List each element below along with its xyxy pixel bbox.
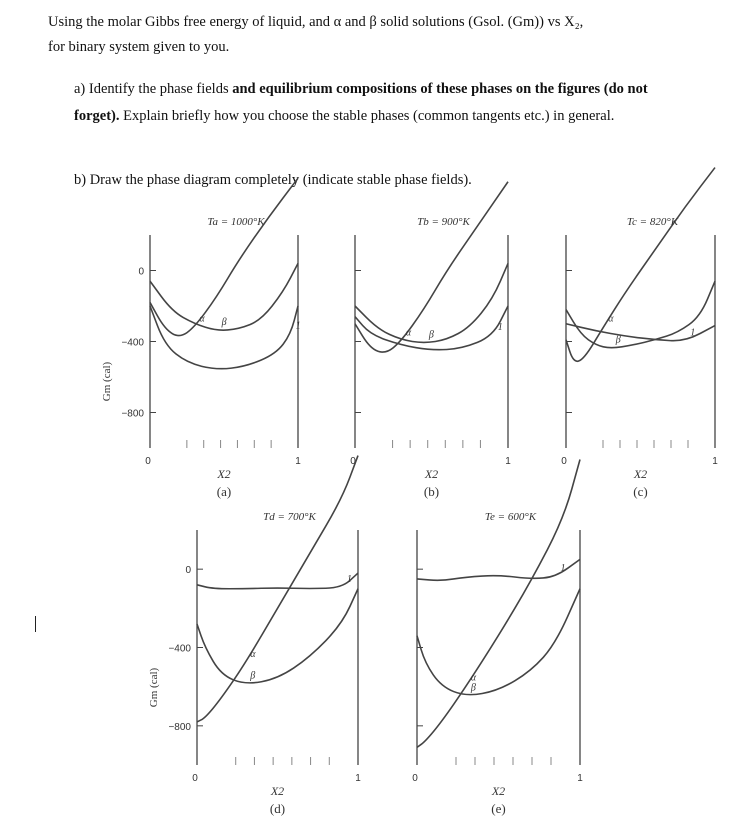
- panel-c-title: Tc = 820°K: [626, 216, 679, 228]
- x-max-label: 1: [712, 456, 718, 467]
- panel-a-curve-label: 1: [295, 320, 301, 332]
- panel-c-tag: (c): [633, 484, 648, 499]
- panel-e-tag: (e): [491, 801, 506, 816]
- x-min-label: 0: [412, 773, 418, 784]
- y-axis-label: Gm (cal): [148, 667, 160, 708]
- question-b: b) Draw the phase diagram completely (indicate stable phase fields).: [74, 172, 472, 188]
- panel-a-curve-alpha: [150, 178, 298, 335]
- intro-line-2: for binary system given to you.: [48, 39, 230, 56]
- panel-d-curve-beta: [197, 589, 358, 683]
- question-a-prefix: a) Identify the phase fields: [74, 81, 233, 97]
- panel-d-curve-liquid: [197, 573, 358, 589]
- y-tick-label: −800: [121, 408, 144, 420]
- panel-e-curve-label: 1: [560, 563, 566, 574]
- panel-d-curve-label: 1: [346, 573, 352, 585]
- panel-c-curve-label: α: [608, 313, 614, 325]
- panel-e-x-label: X2: [491, 784, 506, 798]
- panel-b-curve-label: α: [405, 327, 412, 339]
- panel-b-title: Tb = 900°K: [417, 216, 470, 228]
- y-axis-label: Gm (cal): [101, 361, 113, 402]
- x-max-label: 1: [355, 773, 361, 784]
- panel-e-title: Te = 600°K: [484, 511, 537, 523]
- x-max-label: 1: [505, 456, 511, 467]
- panel-a-title: Ta = 1000°K: [207, 216, 265, 228]
- panel-c-curve-label: β: [615, 334, 621, 346]
- panel-e-curve-label: β: [470, 682, 476, 694]
- panel-b-curve-label: 1: [497, 322, 503, 334]
- panel-b-curve-label: β: [428, 329, 434, 341]
- panel-b-x-label: X2: [424, 467, 439, 481]
- panel-c-curve-label: 1: [690, 327, 696, 339]
- panel-c-x-label: X2: [633, 467, 648, 481]
- y-tick-label: −400: [121, 337, 144, 349]
- panel-e-curve-liquid: [417, 559, 580, 580]
- question-a-suffix: Explain briefly how you choose the stable phases (common tangents etc.) in general.: [119, 107, 615, 124]
- x-min-label: 0: [350, 456, 356, 467]
- y-tick-label: 0: [138, 266, 144, 278]
- panel-e-curve-alpha: [417, 460, 580, 748]
- y-tick-label: −800: [168, 721, 191, 733]
- y-tick-label: −400: [168, 643, 191, 655]
- panel-a-tag: (a): [216, 484, 232, 499]
- x-max-label: 1: [577, 773, 583, 784]
- panel-d-tag: (d): [269, 801, 286, 816]
- panel-e-curve-beta: [417, 589, 580, 695]
- y-tick-label: 0: [185, 565, 191, 577]
- panel-a-curve-label: α: [199, 313, 205, 325]
- intro-line-1: Using the molar Gibbs free energy of liquid, and α and β solid solutions (Gsol. (Gm)) vs X₂,: [48, 14, 584, 30]
- panel-b-tag: (b): [423, 484, 440, 499]
- panel-b-curve-alpha: [355, 182, 508, 352]
- panel-d-curve-label: β: [250, 670, 256, 682]
- x-min-label: 0: [561, 456, 567, 467]
- x-min-label: 0: [192, 773, 198, 784]
- panel-d-x-label: X2: [270, 784, 285, 798]
- x-min-label: 0: [145, 456, 151, 467]
- panel-a-curve-liquid: [150, 306, 298, 369]
- panel-d-title: Td = 700°K: [263, 511, 316, 523]
- panel-a-curve-label: β: [221, 316, 227, 328]
- question-a-bold: and equilibrium compositions of these phases on the figures (do not forget).: [74, 81, 648, 124]
- panel-a-x-label: X2: [217, 467, 231, 481]
- panel-d-curve-label: α: [250, 649, 256, 661]
- panel-e-curve-label: α: [470, 672, 477, 684]
- x-max-label: 1: [295, 456, 301, 467]
